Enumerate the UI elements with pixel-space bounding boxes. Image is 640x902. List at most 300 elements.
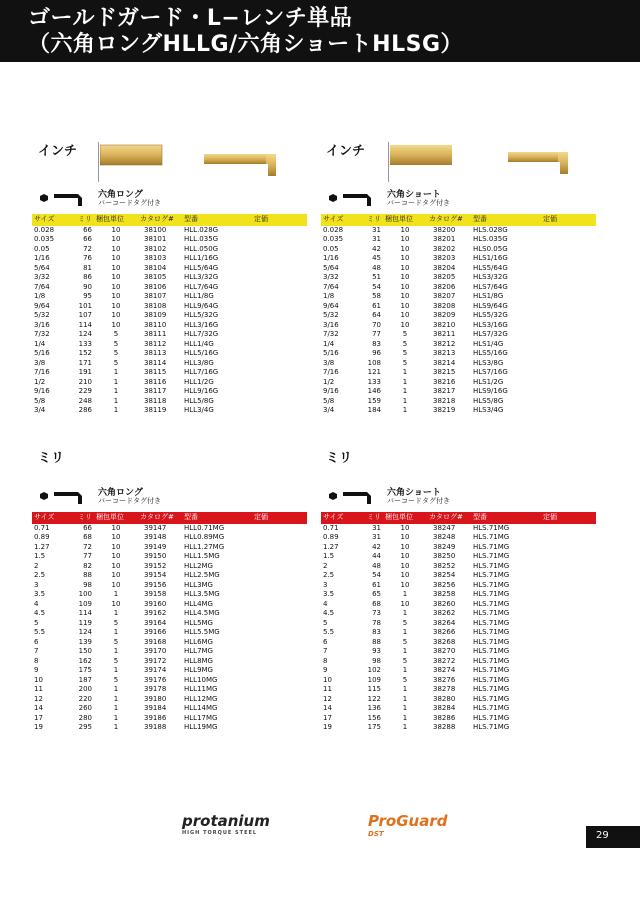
table-row <box>321 524 596 534</box>
model-cell: HLL5/16G <box>184 349 219 357</box>
pack-cell: 10 <box>400 561 410 570</box>
length-cell: 119 <box>78 618 92 627</box>
model-cell: HLS.71MG <box>473 580 510 589</box>
length-cell: 42 <box>372 244 381 253</box>
model-cell: HLS.71MG <box>473 713 510 722</box>
catalog-cell: 38274 <box>433 666 456 674</box>
length-cell: 77 <box>83 552 92 560</box>
size-cell: 1/16 <box>323 254 339 262</box>
pack-cell: 1 <box>113 377 119 386</box>
size-cell: 1.5 <box>323 552 335 560</box>
pack-cell: 5 <box>402 358 408 367</box>
model-cell: HLS.71MG <box>473 590 510 598</box>
length-cell: 54 <box>372 282 381 291</box>
length-cell: 124 <box>78 330 92 338</box>
table-row <box>32 590 307 600</box>
model-cell: HLL5/8G <box>184 396 214 405</box>
table-row <box>321 647 596 657</box>
price-cell <box>252 254 307 264</box>
price-cell <box>252 571 307 581</box>
pack-cell: 10 <box>111 263 121 272</box>
model-cell: HLL0.89MG <box>184 533 225 541</box>
table-row <box>32 292 307 302</box>
size-cell: 5 <box>323 618 328 627</box>
size-cell: 5.5 <box>323 628 335 636</box>
long-wrench-image <box>164 146 284 186</box>
price-cell <box>252 340 307 350</box>
size-cell: 1/4 <box>34 339 46 348</box>
model-cell: HLS.71MG <box>473 637 510 646</box>
table-row <box>321 638 596 648</box>
size-cell: 1/2 <box>323 377 335 386</box>
pack-cell: 1 <box>113 609 119 617</box>
catalog-cell: 38105 <box>144 273 167 281</box>
table-header-row <box>32 214 307 226</box>
price-cell <box>541 302 596 312</box>
size-cell: 5/64 <box>323 263 339 272</box>
pack-cell: 10 <box>111 580 121 589</box>
model-cell: HLL1/2G <box>184 377 214 386</box>
price-cell <box>252 533 307 543</box>
model-cell: HLL7/32G <box>184 330 219 338</box>
catalog-cell: 38201 <box>433 235 456 243</box>
length-cell: 72 <box>83 542 92 551</box>
pack-cell: 1 <box>402 406 408 414</box>
catalog-cell: 39170 <box>144 647 167 655</box>
price-cell <box>541 543 596 553</box>
size-cell: 2 <box>34 561 39 570</box>
length-cell: 286 <box>78 406 92 414</box>
pack-cell: 10 <box>400 571 410 579</box>
catalog-cell: 38247 <box>433 523 456 532</box>
size-cell: 5/8 <box>34 396 46 405</box>
table-row <box>32 524 307 534</box>
price-cell <box>252 695 307 705</box>
catalog-cell: 38211 <box>433 330 456 338</box>
column-header: カタログ# <box>138 512 182 524</box>
table-row <box>32 273 307 283</box>
length-cell: 122 <box>367 694 381 703</box>
model-cell: HLS9/64G <box>473 301 508 310</box>
model-cell: HLS0.05G <box>473 244 508 253</box>
length-cell: 114 <box>78 320 92 329</box>
size-cell: 5.5 <box>34 628 46 636</box>
table-row <box>321 562 596 572</box>
pack-cell: 10 <box>111 282 121 291</box>
column-header: カタログ# <box>427 214 471 226</box>
column-header: 梱包単位 <box>383 512 427 524</box>
size-cell: 1/8 <box>34 292 46 300</box>
size-cell: 17 <box>323 713 332 722</box>
model-cell: HLS1/8G <box>473 292 504 300</box>
price-cell <box>252 311 307 321</box>
model-cell: HLS9/16G <box>473 387 508 395</box>
model-cell: HLS1/4G <box>473 339 504 348</box>
price-cell <box>252 552 307 562</box>
size-cell: 14 <box>34 704 43 712</box>
catalog-cell: 38200 <box>433 225 456 234</box>
price-cell <box>541 714 596 724</box>
catalog-cell: 38286 <box>433 713 456 722</box>
model-cell: HLL1/4G <box>184 339 214 348</box>
table-row <box>321 235 596 245</box>
column-header: ミリ <box>349 214 383 226</box>
table-row <box>32 283 307 293</box>
table-row <box>32 235 307 245</box>
mm-short-block <box>321 484 596 733</box>
pack-cell: 10 <box>111 225 121 234</box>
table-row <box>32 647 307 657</box>
table-row <box>321 695 596 705</box>
price-cell <box>252 368 307 378</box>
page-header <box>0 0 640 62</box>
catalog-cell: 38278 <box>433 685 456 693</box>
pack-cell: 1 <box>402 396 408 405</box>
section-divider <box>388 142 389 182</box>
catalog-cell: 38205 <box>433 273 456 281</box>
length-cell: 31 <box>372 533 381 541</box>
size-cell: 14 <box>323 704 332 712</box>
size-cell: 9/16 <box>323 387 339 395</box>
pack-cell: 1 <box>113 387 119 395</box>
pack-cell: 10 <box>111 571 121 579</box>
catalog-cell: 38109 <box>144 311 167 319</box>
length-cell: 78 <box>372 618 381 627</box>
proguard-logo-text: ProGuard <box>368 812 448 830</box>
section-mm-left: ミリ <box>38 451 65 466</box>
length-cell: 229 <box>78 387 92 395</box>
length-cell: 88 <box>83 571 92 579</box>
size-cell: 0.05 <box>323 244 339 253</box>
pack-cell: 1 <box>402 647 408 655</box>
length-cell: 66 <box>83 235 92 243</box>
size-cell: 2 <box>323 561 328 570</box>
catalog-cell: 39160 <box>144 599 167 608</box>
table-row <box>321 245 596 255</box>
pack-cell: 10 <box>111 292 121 300</box>
table-row <box>32 581 307 591</box>
pack-cell: 10 <box>111 523 121 532</box>
pack-cell: 1 <box>113 590 119 598</box>
price-cell <box>252 562 307 572</box>
price-cell <box>252 714 307 724</box>
model-cell: HLL11MG <box>184 685 218 693</box>
size-cell: 1/4 <box>323 339 335 348</box>
length-cell: 152 <box>78 349 92 357</box>
catalog-cell: 38204 <box>433 263 456 272</box>
model-cell: HLS.71MG <box>473 618 510 627</box>
model-cell: HLS.71MG <box>473 666 510 674</box>
size-cell: 3/32 <box>34 273 50 281</box>
price-cell <box>252 685 307 695</box>
size-cell: 5/32 <box>323 311 339 319</box>
catalog-cell: 38284 <box>433 704 456 712</box>
pack-cell: 10 <box>400 320 410 329</box>
model-cell: HLS.71MG <box>473 599 510 608</box>
inch-short-block <box>321 186 596 416</box>
catalog-cell: 38116 <box>144 377 167 386</box>
catalog-cell: 38118 <box>144 396 167 405</box>
pack-cell: 10 <box>400 225 410 234</box>
size-cell: 5/64 <box>34 263 50 272</box>
model-cell: HLS.71MG <box>473 542 510 551</box>
length-cell: 90 <box>83 282 92 291</box>
price-cell <box>541 695 596 705</box>
catalog-cell: 38272 <box>433 656 456 665</box>
pack-cell: 10 <box>400 580 410 589</box>
column-header: 定価 <box>252 214 307 226</box>
model-cell: HLL3/4G <box>184 406 214 414</box>
table-header-row <box>32 512 307 524</box>
model-cell: HLS.71MG <box>473 609 510 617</box>
catalog-cell: 38260 <box>433 599 456 608</box>
price-cell <box>541 349 596 359</box>
price-cell <box>541 562 596 572</box>
catalog-cell: 38107 <box>144 292 167 300</box>
size-cell: 4 <box>323 599 328 608</box>
table-row <box>321 581 596 591</box>
catalog-cell: 38207 <box>433 292 456 300</box>
catalog-cell: 38254 <box>433 571 456 579</box>
price-cell <box>541 264 596 274</box>
table-row <box>321 387 596 397</box>
model-cell: HLL5.5MG <box>184 628 220 636</box>
pack-cell: 1 <box>402 590 408 598</box>
length-cell: 100 <box>78 590 92 598</box>
length-cell: 72 <box>83 244 92 253</box>
model-cell: HLS5/16G <box>473 349 508 357</box>
block-name: 六角ショート <box>387 488 441 498</box>
length-cell: 45 <box>372 254 381 262</box>
price-cell <box>541 571 596 581</box>
size-cell: 5/16 <box>323 349 339 357</box>
table-row <box>32 245 307 255</box>
catalog-cell: 38249 <box>433 542 456 551</box>
length-cell: 162 <box>78 656 92 665</box>
table-row <box>321 368 596 378</box>
pack-cell: 10 <box>400 599 410 608</box>
table-row <box>32 714 307 724</box>
pack-cell: 10 <box>111 254 121 262</box>
table-row <box>321 619 596 629</box>
model-cell: HLS1/2G <box>473 377 504 386</box>
length-cell: 31 <box>372 235 381 243</box>
table-row <box>32 628 307 638</box>
table-row <box>32 533 307 543</box>
table-row <box>321 657 596 667</box>
model-cell: HLL19MG <box>184 723 218 731</box>
price-cell <box>252 657 307 667</box>
pack-cell: 1 <box>402 704 408 712</box>
pack-cell: 10 <box>111 311 121 319</box>
size-cell: 3/4 <box>34 406 46 414</box>
size-cell: 7/64 <box>34 282 50 291</box>
table-row <box>32 349 307 359</box>
table-row <box>32 638 307 648</box>
size-cell: 1/16 <box>34 254 50 262</box>
page-title: ゴールドガード・L−レンチ単品 <box>28 6 353 31</box>
length-cell: 44 <box>372 552 381 560</box>
length-cell: 64 <box>372 311 381 319</box>
catalog-cell: 38256 <box>433 580 456 589</box>
price-cell <box>541 609 596 619</box>
catalog-cell: 38276 <box>433 675 456 684</box>
proguard-logo <box>368 812 447 838</box>
model-cell: HLS.71MG <box>473 675 510 684</box>
table-row <box>321 666 596 676</box>
catalog-cell: 38117 <box>144 387 167 395</box>
price-cell <box>541 311 596 321</box>
pack-cell: 10 <box>400 542 410 551</box>
price-cell <box>252 349 307 359</box>
price-cell <box>252 330 307 340</box>
size-cell: 0.028 <box>323 225 344 234</box>
price-cell <box>252 226 307 236</box>
size-cell: 1.5 <box>34 552 46 560</box>
catalog-cell: 39152 <box>144 561 167 570</box>
size-cell: 3/32 <box>323 273 339 281</box>
price-cell <box>541 723 596 733</box>
catalog-cell: 39180 <box>144 694 167 703</box>
size-cell: 3.5 <box>323 590 335 598</box>
price-cell <box>541 619 596 629</box>
length-cell: 171 <box>78 358 92 367</box>
size-cell: 19 <box>323 723 332 731</box>
size-cell: 0.71 <box>323 523 339 532</box>
size-cell: 0.89 <box>34 533 50 541</box>
model-cell: HLL3MG <box>184 580 213 589</box>
table-row <box>321 321 596 331</box>
catalog-cell: 38115 <box>144 368 167 376</box>
model-cell: HLL9/64G <box>184 301 219 310</box>
size-cell: 0.05 <box>34 244 50 253</box>
catalog-cell: 38208 <box>433 301 456 310</box>
length-cell: 114 <box>78 609 92 617</box>
pack-cell: 5 <box>402 330 408 338</box>
table-header-row <box>321 214 596 226</box>
pack-cell: 5 <box>113 675 119 684</box>
catalog-cell: 38268 <box>433 637 456 646</box>
table-row <box>321 226 596 236</box>
model-cell: HLL.050G <box>184 244 219 253</box>
length-cell: 146 <box>367 387 381 395</box>
column-header: 型番 <box>471 214 541 226</box>
catalog-cell: 38111 <box>144 330 167 338</box>
price-cell <box>252 292 307 302</box>
pack-cell: 5 <box>402 675 408 684</box>
price-cell <box>252 245 307 255</box>
model-cell: HLS3/16G <box>473 320 508 329</box>
catalog-cell: 38270 <box>433 647 456 655</box>
price-cell <box>541 685 596 695</box>
price-cell <box>252 283 307 293</box>
price-cell <box>541 359 596 369</box>
column-header: 定価 <box>541 512 596 524</box>
catalog-cell: 39147 <box>144 523 167 532</box>
price-cell <box>541 628 596 638</box>
table-row <box>32 368 307 378</box>
length-cell: 109 <box>367 675 381 684</box>
length-cell: 210 <box>78 377 92 386</box>
price-cell <box>252 723 307 733</box>
price-cell <box>541 581 596 591</box>
catalog-cell: 38113 <box>144 349 167 357</box>
pack-cell: 1 <box>113 368 119 376</box>
catalog-cell: 39162 <box>144 609 167 617</box>
model-cell: HLL.028G <box>184 225 219 234</box>
pack-cell: 1 <box>113 723 119 731</box>
length-cell: 42 <box>372 542 381 551</box>
pack-cell: 10 <box>111 273 121 281</box>
size-cell: 3/16 <box>34 320 50 329</box>
size-cell: 1/8 <box>323 292 335 300</box>
model-cell: HLL17MG <box>184 713 218 722</box>
price-cell <box>252 676 307 686</box>
model-cell: HLL12MG <box>184 694 218 703</box>
catalog-cell: 38262 <box>433 609 456 617</box>
model-cell: HLL4MG <box>184 599 213 608</box>
catalog-cell: 38209 <box>433 311 456 319</box>
catalog-cell: 38112 <box>144 339 167 348</box>
size-cell: 3.5 <box>34 590 46 598</box>
section-mm-right: ミリ <box>326 451 353 466</box>
length-cell: 86 <box>83 273 92 281</box>
protanium-logo-text: protanium <box>182 812 270 830</box>
pack-cell: 5 <box>113 339 119 348</box>
price-cell <box>541 676 596 686</box>
pack-cell: 1 <box>402 713 408 722</box>
model-cell: HLL7/16G <box>184 368 219 376</box>
pack-cell: 1 <box>402 368 408 376</box>
table-row <box>321 340 596 350</box>
length-cell: 187 <box>78 675 92 684</box>
length-cell: 58 <box>372 292 381 300</box>
proguard-logo-sub: DST <box>368 830 384 838</box>
model-cell: HLL9/16G <box>184 387 219 395</box>
pack-cell: 10 <box>111 244 121 253</box>
length-cell: 83 <box>372 628 381 636</box>
length-cell: 159 <box>367 396 381 405</box>
pack-cell: 5 <box>113 330 119 338</box>
model-cell: HLS7/16G <box>473 368 508 376</box>
model-cell: HLS.035G <box>473 235 508 243</box>
table-row <box>32 264 307 274</box>
size-cell: 4.5 <box>34 609 46 617</box>
spec-table <box>321 214 596 416</box>
model-cell: HLL6MG <box>184 637 213 646</box>
length-cell: 260 <box>78 704 92 712</box>
pack-cell: 1 <box>402 609 408 617</box>
column-header: ミリ <box>60 214 94 226</box>
table-row <box>321 543 596 553</box>
column-header: 型番 <box>182 214 252 226</box>
price-cell <box>252 638 307 648</box>
pack-cell: 5 <box>402 339 408 348</box>
model-cell: HLS.71MG <box>473 704 510 712</box>
pack-cell: 10 <box>400 552 410 560</box>
catalog-cell: 38108 <box>144 301 167 310</box>
model-cell: HLS.71MG <box>473 723 510 731</box>
price-cell <box>541 321 596 331</box>
table-row <box>321 704 596 714</box>
length-cell: 65 <box>372 590 381 598</box>
model-cell: HLL5/32G <box>184 311 219 319</box>
model-cell: HLL4.5MG <box>184 609 220 617</box>
table-row <box>32 609 307 619</box>
size-cell: 7/64 <box>323 282 339 291</box>
table-row <box>321 254 596 264</box>
catalog-cell: 38218 <box>433 396 456 405</box>
